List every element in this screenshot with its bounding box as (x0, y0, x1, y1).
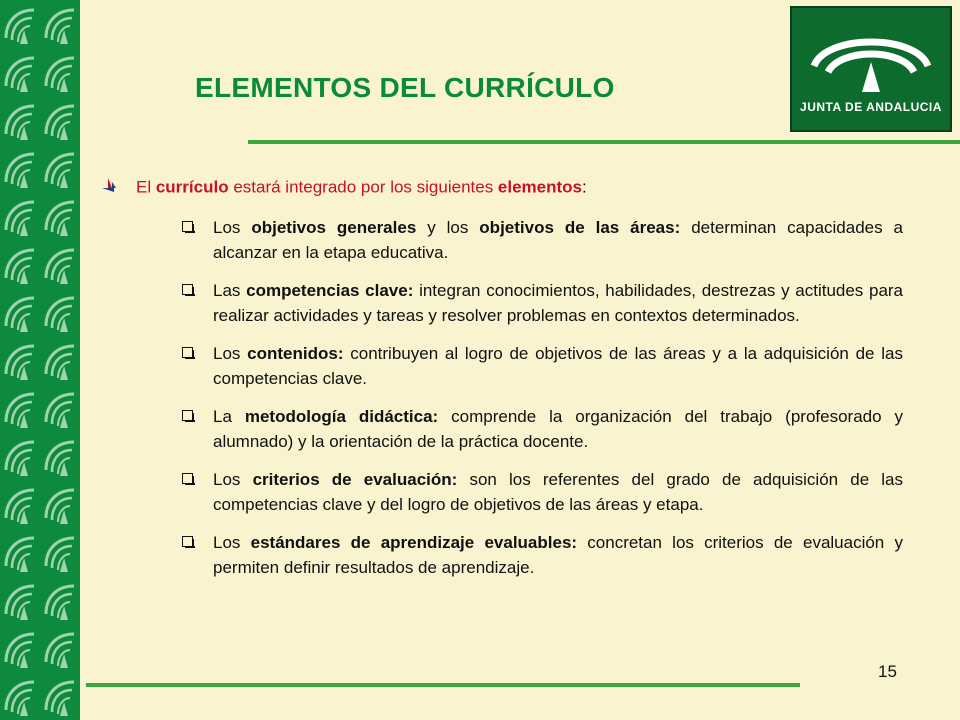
list-item (180, 215, 903, 265)
item-text: Los (213, 344, 248, 363)
sidebar-pattern-icon (0, 0, 80, 720)
item-bold: criterios de evaluación: (252, 470, 458, 489)
item-bold: metodología didáctica: (244, 407, 439, 426)
intro-line (100, 176, 900, 200)
item-bold: objetivos generales (251, 218, 417, 237)
item-bold: contenidos: (247, 344, 344, 363)
intro-colon: : (582, 177, 587, 197)
item-text: y los (416, 218, 480, 237)
item-text: determinan capacidades a alcanzar en la etapa educativa. (213, 218, 903, 262)
footer-divider (86, 683, 800, 687)
title-divider (248, 140, 960, 144)
elements-list (180, 215, 903, 593)
page-number: 15 (878, 662, 897, 681)
checkbox-bullet-icon (182, 347, 193, 358)
item-text: Los (213, 218, 252, 237)
checkbox-bullet-icon (182, 221, 193, 232)
checkbox-bullet-icon (182, 410, 193, 421)
item-text: son los referentes del grado de adquisición de las competencias clave y del logro de objetivos de las áreas y etapa. (213, 470, 904, 514)
item-text: Las (213, 281, 247, 300)
item-text: La (213, 407, 245, 426)
list-item (180, 278, 903, 328)
item-bold: estándares de aprendizaje evaluables: (250, 533, 578, 552)
list-item (180, 467, 903, 517)
bullet-icon (100, 176, 136, 200)
decorative-sidebar (0, 0, 80, 720)
slide-title: ELEMENTOS DEL CURRÍCULO (195, 72, 615, 103)
item-text: comprende la organización del trabajo (profesorado y alumnado) y la orientación de la práctica docente. (213, 407, 904, 451)
item-text: integran conocimientos, habilidades, destrezas y actitudes para realizar actividades y tareas y resolver problemas en contextos determinados. (213, 281, 904, 325)
intro-bold-elementos: elementos (497, 177, 583, 197)
checkbox-bullet-icon (182, 536, 193, 547)
item-text: Los (213, 533, 251, 552)
list-item (180, 341, 903, 391)
checkbox-bullet-icon (182, 473, 193, 484)
item-text: Los (213, 470, 253, 489)
andalucia-emblem-icon (806, 16, 936, 96)
item-bold: competencias clave: (246, 281, 414, 300)
intro-bold-curriculo: currículo (155, 177, 229, 197)
logo-text: JUNTA DE ANDALUCIA (800, 100, 942, 114)
item-bold: objetivos de las áreas: (479, 218, 681, 237)
list-item (180, 404, 903, 454)
list-item (180, 530, 903, 580)
item-text: concretan los criterios de evaluación y permiten definir resultados de aprendizaje. (213, 533, 903, 577)
intro-text-2: estará integrado por los siguientes (228, 177, 498, 197)
intro-text-1: El (136, 177, 156, 197)
checkbox-bullet-icon (182, 284, 193, 295)
junta-de-andalucia-logo (790, 6, 952, 132)
item-text: contribuyen al logro de objetivos de las áreas y a la adquisición de las competencias clave. (213, 344, 903, 388)
